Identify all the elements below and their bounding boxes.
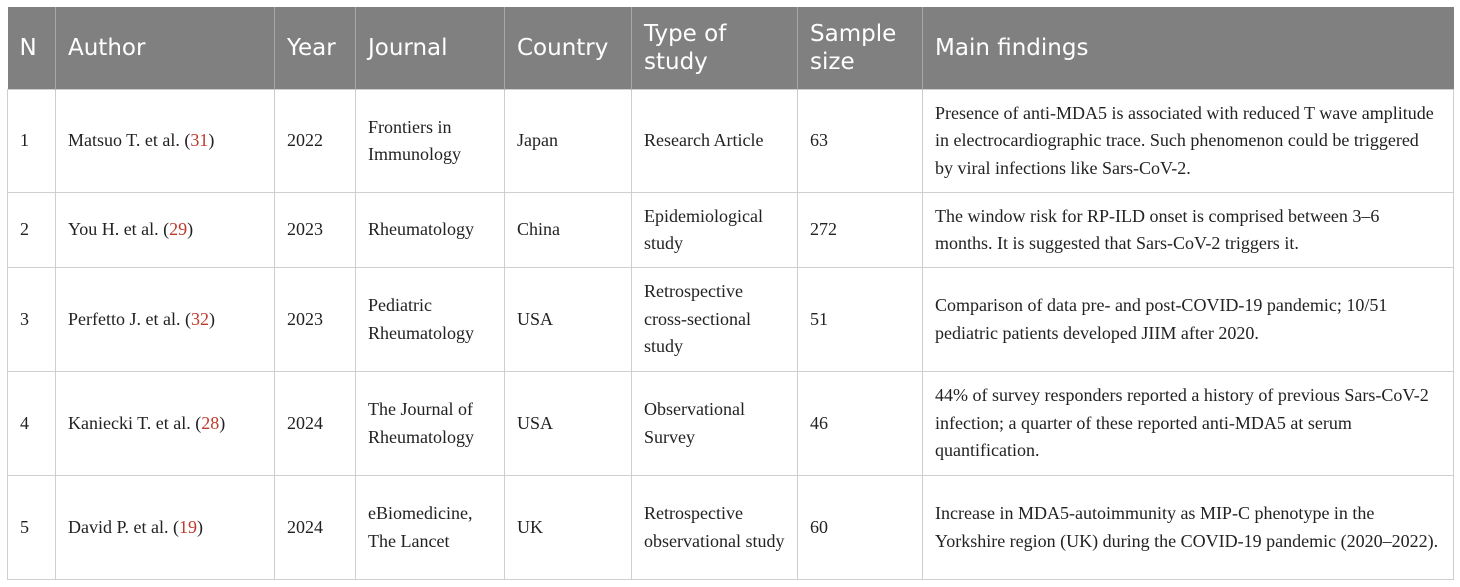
- cell-findings: The window risk for RP-ILD onset is comprised between 3–6 months. It is suggested that Sars-CoV-2 triggers it.: [923, 193, 1454, 268]
- cell-journal: Rheumatology: [356, 193, 505, 268]
- table-row: [8, 193, 1454, 268]
- reference-link[interactable]: 28: [201, 412, 220, 433]
- reference-link[interactable]: 29: [169, 219, 188, 240]
- cell-year: 2024: [275, 476, 356, 580]
- cell-sample: 272: [798, 193, 923, 268]
- cell-author: [56, 372, 275, 476]
- cell-journal: Pediatric Rheumatology: [356, 268, 505, 372]
- cell-n: 2: [8, 193, 56, 268]
- reference-link[interactable]: 19: [178, 516, 197, 537]
- header-sample-size: Sample size: [798, 7, 923, 90]
- header-year: Year: [275, 7, 356, 90]
- cell-n: 4: [8, 372, 56, 476]
- author-paren-close: ): [208, 130, 215, 151]
- table-row: [8, 476, 1454, 580]
- reference-link[interactable]: 31: [190, 130, 209, 151]
- cell-type: Retrospective cross-sectional study: [632, 268, 798, 372]
- cell-sample: 63: [798, 90, 923, 193]
- author-name: Perfetto J. et al. (: [68, 308, 191, 329]
- cell-country: Japan: [505, 90, 632, 193]
- cell-author: [56, 193, 275, 268]
- author-paren-close: ): [208, 308, 215, 329]
- cell-journal: Frontiers in Immunology: [356, 90, 505, 193]
- studies-table-container: [7, 7, 1453, 580]
- cell-country: UK: [505, 476, 632, 580]
- cell-journal: The Journal of Rheumatology: [356, 372, 505, 476]
- cell-country: USA: [505, 372, 632, 476]
- header-main-findings: Main findings: [923, 7, 1454, 90]
- studies-table: [7, 7, 1454, 580]
- author-paren-close: ): [187, 219, 194, 240]
- table-row: [8, 268, 1454, 372]
- header-country: Country: [505, 7, 632, 90]
- cell-author: [56, 268, 275, 372]
- cell-n: 1: [8, 90, 56, 193]
- author-paren-close: ): [219, 412, 226, 433]
- cell-author: [56, 90, 275, 193]
- cell-sample: 46: [798, 372, 923, 476]
- cell-type: Epidemiological study: [632, 193, 798, 268]
- cell-findings: Presence of anti-MDA5 is associated with reduced T wave amplitude in electrocardiographic trace. Such phenomenon could be triggered by viral infections like Sars-CoV-2.: [923, 90, 1454, 193]
- cell-year: 2024: [275, 372, 356, 476]
- cell-type: Retrospective observational study: [632, 476, 798, 580]
- table-row: [8, 372, 1454, 476]
- header-journal: Journal: [356, 7, 505, 90]
- header-n: N: [8, 7, 56, 90]
- cell-sample: 60: [798, 476, 923, 580]
- author-name: Kaniecki T. et al. (: [68, 412, 202, 433]
- cell-n: 5: [8, 476, 56, 580]
- cell-findings: 44% of survey responders reported a history of previous Sars-CoV-2 infection; a quarter of these reported anti-MDA5 at serum quantification.: [923, 372, 1454, 476]
- author-name: You H. et al. (: [68, 219, 170, 240]
- cell-type: Observational Survey: [632, 372, 798, 476]
- cell-journal: eBiomedicine, The Lancet: [356, 476, 505, 580]
- cell-author: [56, 476, 275, 580]
- header-author: Author: [56, 7, 275, 90]
- cell-sample: 51: [798, 268, 923, 372]
- cell-type: Research Article: [632, 90, 798, 193]
- cell-year: 2023: [275, 268, 356, 372]
- cell-year: 2022: [275, 90, 356, 193]
- table-row: [8, 90, 1454, 193]
- cell-country: China: [505, 193, 632, 268]
- cell-country: USA: [505, 268, 632, 372]
- header-row: [8, 7, 1454, 90]
- author-name: David P. et al. (: [68, 516, 179, 537]
- reference-link[interactable]: 32: [190, 308, 209, 329]
- author-name: Matsuo T. et al. (: [68, 130, 191, 151]
- author-paren-close: ): [196, 516, 203, 537]
- cell-findings: Comparison of data pre- and post-COVID-19 pandemic; 10/51 pediatric patients developed JIIM after 2020.: [923, 268, 1454, 372]
- cell-findings: Increase in MDA5-autoimmunity as MIP-C phenotype in the Yorkshire region (UK) during the COVID-19 pandemic (2020–2022).: [923, 476, 1454, 580]
- cell-year: 2023: [275, 193, 356, 268]
- cell-n: 3: [8, 268, 56, 372]
- header-type-of-study: Type of study: [632, 7, 798, 90]
